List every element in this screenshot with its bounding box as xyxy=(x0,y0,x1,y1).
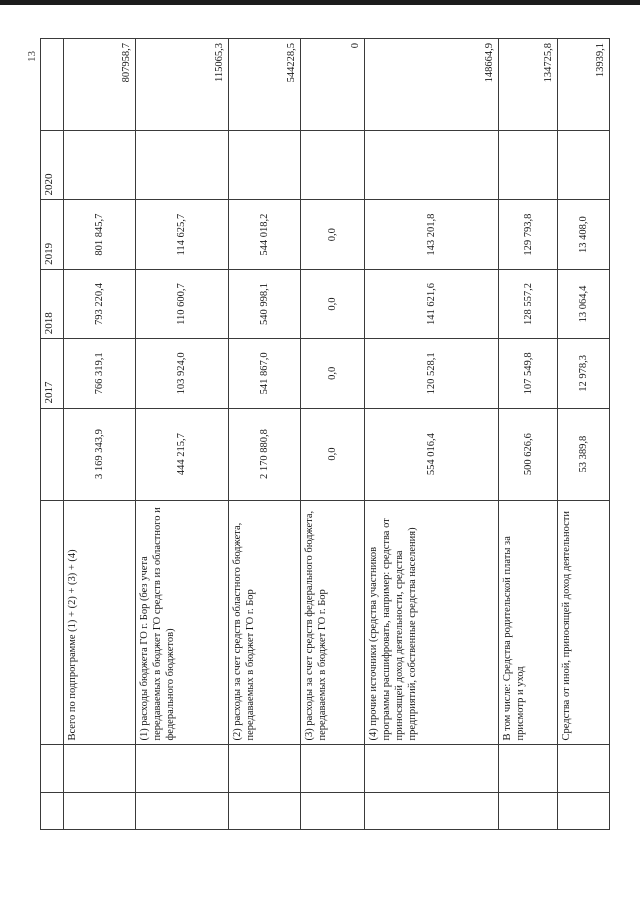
table-row xyxy=(364,39,498,830)
blank-cell xyxy=(498,793,558,830)
blank-cell xyxy=(64,793,136,830)
value-all-years: 0,0 xyxy=(300,408,364,500)
table-row xyxy=(64,39,136,830)
value-total: 544228,5 xyxy=(228,39,300,131)
page-number: 13 xyxy=(26,51,38,62)
blank-cell xyxy=(558,745,610,793)
value-2020 xyxy=(228,131,300,200)
value-2017: 0,0 xyxy=(300,339,364,408)
value-2017: 107 549,8 xyxy=(498,339,558,408)
value-2018: 110 600,7 xyxy=(136,269,229,338)
value-total: 148664,9 xyxy=(364,39,498,131)
year-header-2018: 2018 xyxy=(41,269,64,338)
value-2018: 128 557,2 xyxy=(498,269,558,338)
table-body xyxy=(64,39,610,830)
value-total: 0 xyxy=(300,39,364,131)
value-2017: 12 978,3 xyxy=(558,339,610,408)
value-all-years: 554 016,4 xyxy=(364,408,498,500)
row-description: Средства от иной, приносящей доход деятельности xyxy=(558,500,610,745)
value-2020 xyxy=(300,131,364,200)
year-header-2017: 2017 xyxy=(41,339,64,408)
value-all-years: 444 215,7 xyxy=(136,408,229,500)
row-description: (1) расходы бюджета ГО г. Бор (без учета передаваемых в бюджет ГО средств из областного и федерального бюджетов) xyxy=(136,500,229,745)
blank-cell xyxy=(228,793,300,830)
blank-cell xyxy=(558,793,610,830)
value-2020 xyxy=(364,131,498,200)
value-2020 xyxy=(498,131,558,200)
value-2018: 13 064,4 xyxy=(558,269,610,338)
value-total: 807958,7 xyxy=(64,39,136,131)
year-header-2019: 2019 xyxy=(41,200,64,269)
blank-cell xyxy=(364,793,498,830)
value-2018: 793 220,4 xyxy=(64,269,136,338)
value-all-years: 500 626,6 xyxy=(498,408,558,500)
value-2019: 129 793,8 xyxy=(498,200,558,269)
value-2019: 143 201,8 xyxy=(364,200,498,269)
budget-table xyxy=(40,38,610,830)
value-2017: 103 924,0 xyxy=(136,339,229,408)
header-cell-blank xyxy=(41,39,64,131)
blank-cell xyxy=(300,793,364,830)
blank-cell xyxy=(64,745,136,793)
value-2019: 0,0 xyxy=(300,200,364,269)
blank-cell xyxy=(498,745,558,793)
table-row xyxy=(558,39,610,830)
value-2020 xyxy=(558,131,610,200)
row-description: (3) расходы за счет средств федерального бюджета, передаваемых в бюджет ГО г. Бор xyxy=(300,500,364,745)
document-sheet xyxy=(40,38,610,830)
blank-cell xyxy=(136,745,229,793)
value-2018: 141 621,6 xyxy=(364,269,498,338)
value-2020 xyxy=(136,131,229,200)
table-row xyxy=(300,39,364,830)
header-cell-blank xyxy=(41,793,64,830)
value-total: 115065,3 xyxy=(136,39,229,131)
row-description: (4) прочие источники (средства участников программы расшифровать, например: средства от приносящей доход деятельности, средства предприятий, собственные средства населения) xyxy=(364,500,498,745)
value-2020 xyxy=(64,131,136,200)
rotated-page xyxy=(40,38,610,830)
value-2019: 801 845,7 xyxy=(64,200,136,269)
header-cell-blank xyxy=(41,500,64,745)
year-header-2020: 2020 xyxy=(41,131,64,200)
header-row xyxy=(41,39,64,830)
value-2019: 114 625,7 xyxy=(136,200,229,269)
value-total: 13939,1 xyxy=(558,39,610,131)
blank-cell xyxy=(364,745,498,793)
row-description: (2) расходы за счет средств областного бюджета, передаваемых в бюджет ГО г. Бор xyxy=(228,500,300,745)
value-2018: 540 998,1 xyxy=(228,269,300,338)
blank-cell xyxy=(228,745,300,793)
value-2017: 541 867,0 xyxy=(228,339,300,408)
scan-border xyxy=(0,0,640,5)
table-row xyxy=(228,39,300,830)
value-total: 134725,8 xyxy=(498,39,558,131)
row-description: Всего по подпрограмме (1) + (2) + (3) + (4) xyxy=(64,500,136,745)
value-all-years: 2 170 880,8 xyxy=(228,408,300,500)
blank-cell xyxy=(300,745,364,793)
value-all-years: 53 389,8 xyxy=(558,408,610,500)
table-row xyxy=(136,39,229,830)
value-2019: 13 408,0 xyxy=(558,200,610,269)
value-2019: 544 018,2 xyxy=(228,200,300,269)
value-all-years: 3 169 343,9 xyxy=(64,408,136,500)
row-description: В том числе: Средства родительской платы за присмотр и уход xyxy=(498,500,558,745)
header-cell-blank xyxy=(41,408,64,500)
blank-cell xyxy=(136,793,229,830)
value-2017: 766 319,1 xyxy=(64,339,136,408)
value-2018: 0,0 xyxy=(300,269,364,338)
header-cell-blank xyxy=(41,745,64,793)
table-row xyxy=(498,39,558,830)
value-2017: 120 528,1 xyxy=(364,339,498,408)
